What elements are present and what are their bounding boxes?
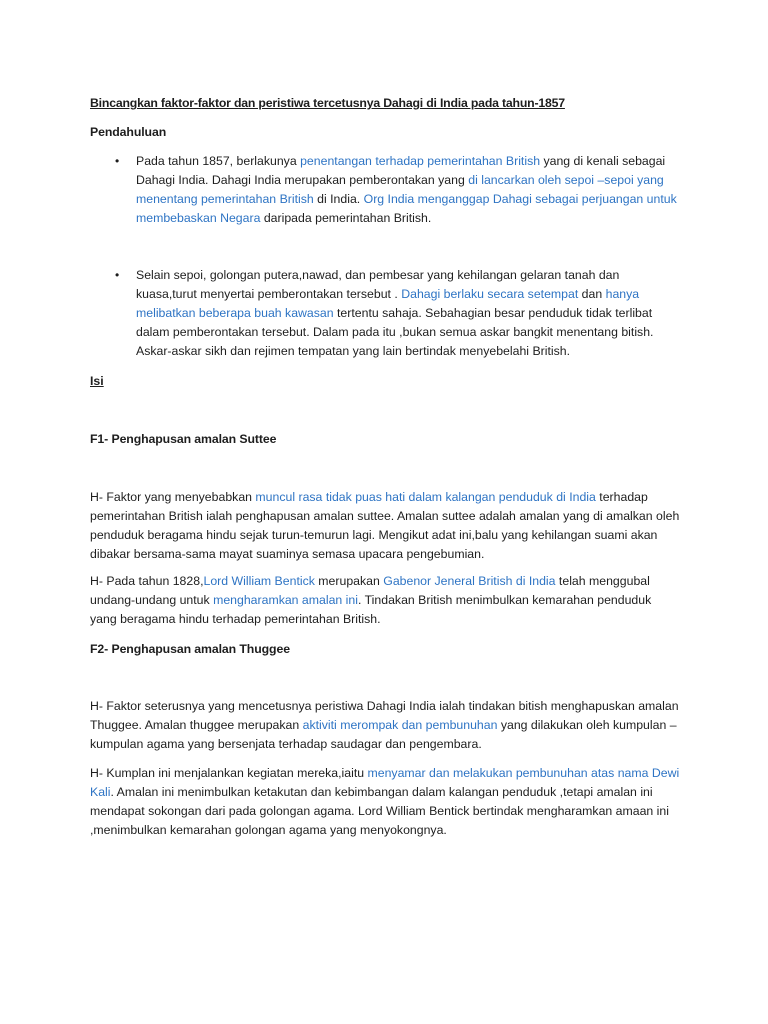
document-title: Bincangkan faktor-faktor dan peristiwa tercetusnya Dahagi di India pada tahun-1857 <box>90 96 565 110</box>
body-text: H- Pada tahun 1828, <box>90 574 204 588</box>
body-text: daripada pemerintahan British. <box>260 211 432 225</box>
intro-heading: Pendahuluan <box>90 125 167 139</box>
f2-paragraph <box>90 764 680 840</box>
body-text: Selain sepoi, golongan putera,nawad, dan pembesar yang kehilangan gelaran tanah dan kuasa,turut menyertai pemberontakan tersebut . <box>136 268 620 301</box>
highlighted-text: muncul rasa tidak puas hati dalam kalangan penduduk di India <box>255 490 596 504</box>
bullet-item <box>136 152 681 228</box>
body-text: di India. <box>313 192 364 206</box>
body-text: H- Faktor yang menyebabkan <box>90 490 256 504</box>
highlighted-text: menyamar dan melakukan pembunuhan atas nama Dewi Kali <box>90 766 680 799</box>
body-text: tertentu sahaja. Sebahagian besar penduduk tidak terlibat dalam pemberontakan tersebut. Dalam pada itu ,bukan semua askar bangkit menentang bitish. Askar-askar sikh dan rejimen tempatan yang lain bertindak menyebelahi British. <box>136 306 654 358</box>
body-text: yang di kenali sebagai Dahagi India. Dahagi India merupakan pemberontakan yang <box>136 154 666 187</box>
isi-heading: Isi <box>90 374 104 388</box>
body-text: H- Faktor seterusnya yang mencetusnya peristiwa Dahagi India ialah tindakan bitish menghapuskan amalan Thuggee. Amalan thuggee merupakan <box>90 699 679 732</box>
body-text: Pada tahun 1857, berlakunya <box>136 154 301 168</box>
highlighted-text: Lord William Bentick <box>203 574 315 588</box>
bullet-item <box>136 266 681 361</box>
highlighted-text: mengharamkan amalan ini <box>213 593 358 607</box>
highlighted-text: di lancarkan oleh sepoi –sepoi yang menentang pemerintahan British <box>136 173 664 206</box>
body-text: terhadap pemerintahan British ialah penghapusan amalan suttee. Amalan suttee adalah amalan yang di amalkan oleh penduduk beragama hindu sejak turun-temurun lagi. Mengikut adat ini,balu yang kehilangan suami akan dibakar bersama-sama mayat suaminya semasa upacara pengebumian. <box>90 490 680 561</box>
body-text: . Tindakan British menimbulkan kemarahan penduduk yang beragama hindu terhadap pemerintahan British. <box>90 593 652 626</box>
f1-heading: F1- Penghapusan amalan Suttee <box>90 432 277 446</box>
body-text: . Amalan ini menimbulkan ketakutan dan kebimbangan dalam kalangan penduduk ,tetapi amalan ini mendapat sokongan dari pada golongan agama. Lord William Bentick bertindak mengharamkan amaan ini ,menimbulkan kemarahan golongan agama yang menyokongnya. <box>90 785 669 837</box>
f1-paragraph <box>90 572 680 629</box>
bullet-marker: • <box>115 154 120 168</box>
body-text: yang dilakukan oleh kumpulan –kumpulan agama yang bersenjata terhadap saudagar dan pengembara. <box>90 718 677 751</box>
highlighted-text: aktiviti merompak dan pembunuhan <box>302 718 498 732</box>
highlighted-text: Gabenor Jeneral British di India <box>383 574 556 588</box>
highlighted-text: Org India menganggap Dahagi sebagai perjuangan untuk membebaskan Negara <box>136 192 677 225</box>
body-text: H- Kumplan ini menjalankan kegiatan mereka,iaitu <box>90 766 368 780</box>
highlighted-text: Dahagi berlaku secara setempat <box>401 287 579 301</box>
highlighted-text: penentangan terhadap pemerintahan British <box>300 154 541 168</box>
bullet-marker: • <box>115 268 120 282</box>
highlighted-text: hanya melibatkan beberapa buah kawasan <box>136 287 640 320</box>
body-text: telah menggubal undang-undang untuk <box>90 574 650 607</box>
f1-paragraph <box>90 488 680 564</box>
f2-paragraph <box>90 697 680 754</box>
body-text: merupakan <box>314 574 384 588</box>
f2-heading: F2- Penghapusan amalan Thuggee <box>90 642 290 656</box>
body-text: dan <box>578 287 606 301</box>
